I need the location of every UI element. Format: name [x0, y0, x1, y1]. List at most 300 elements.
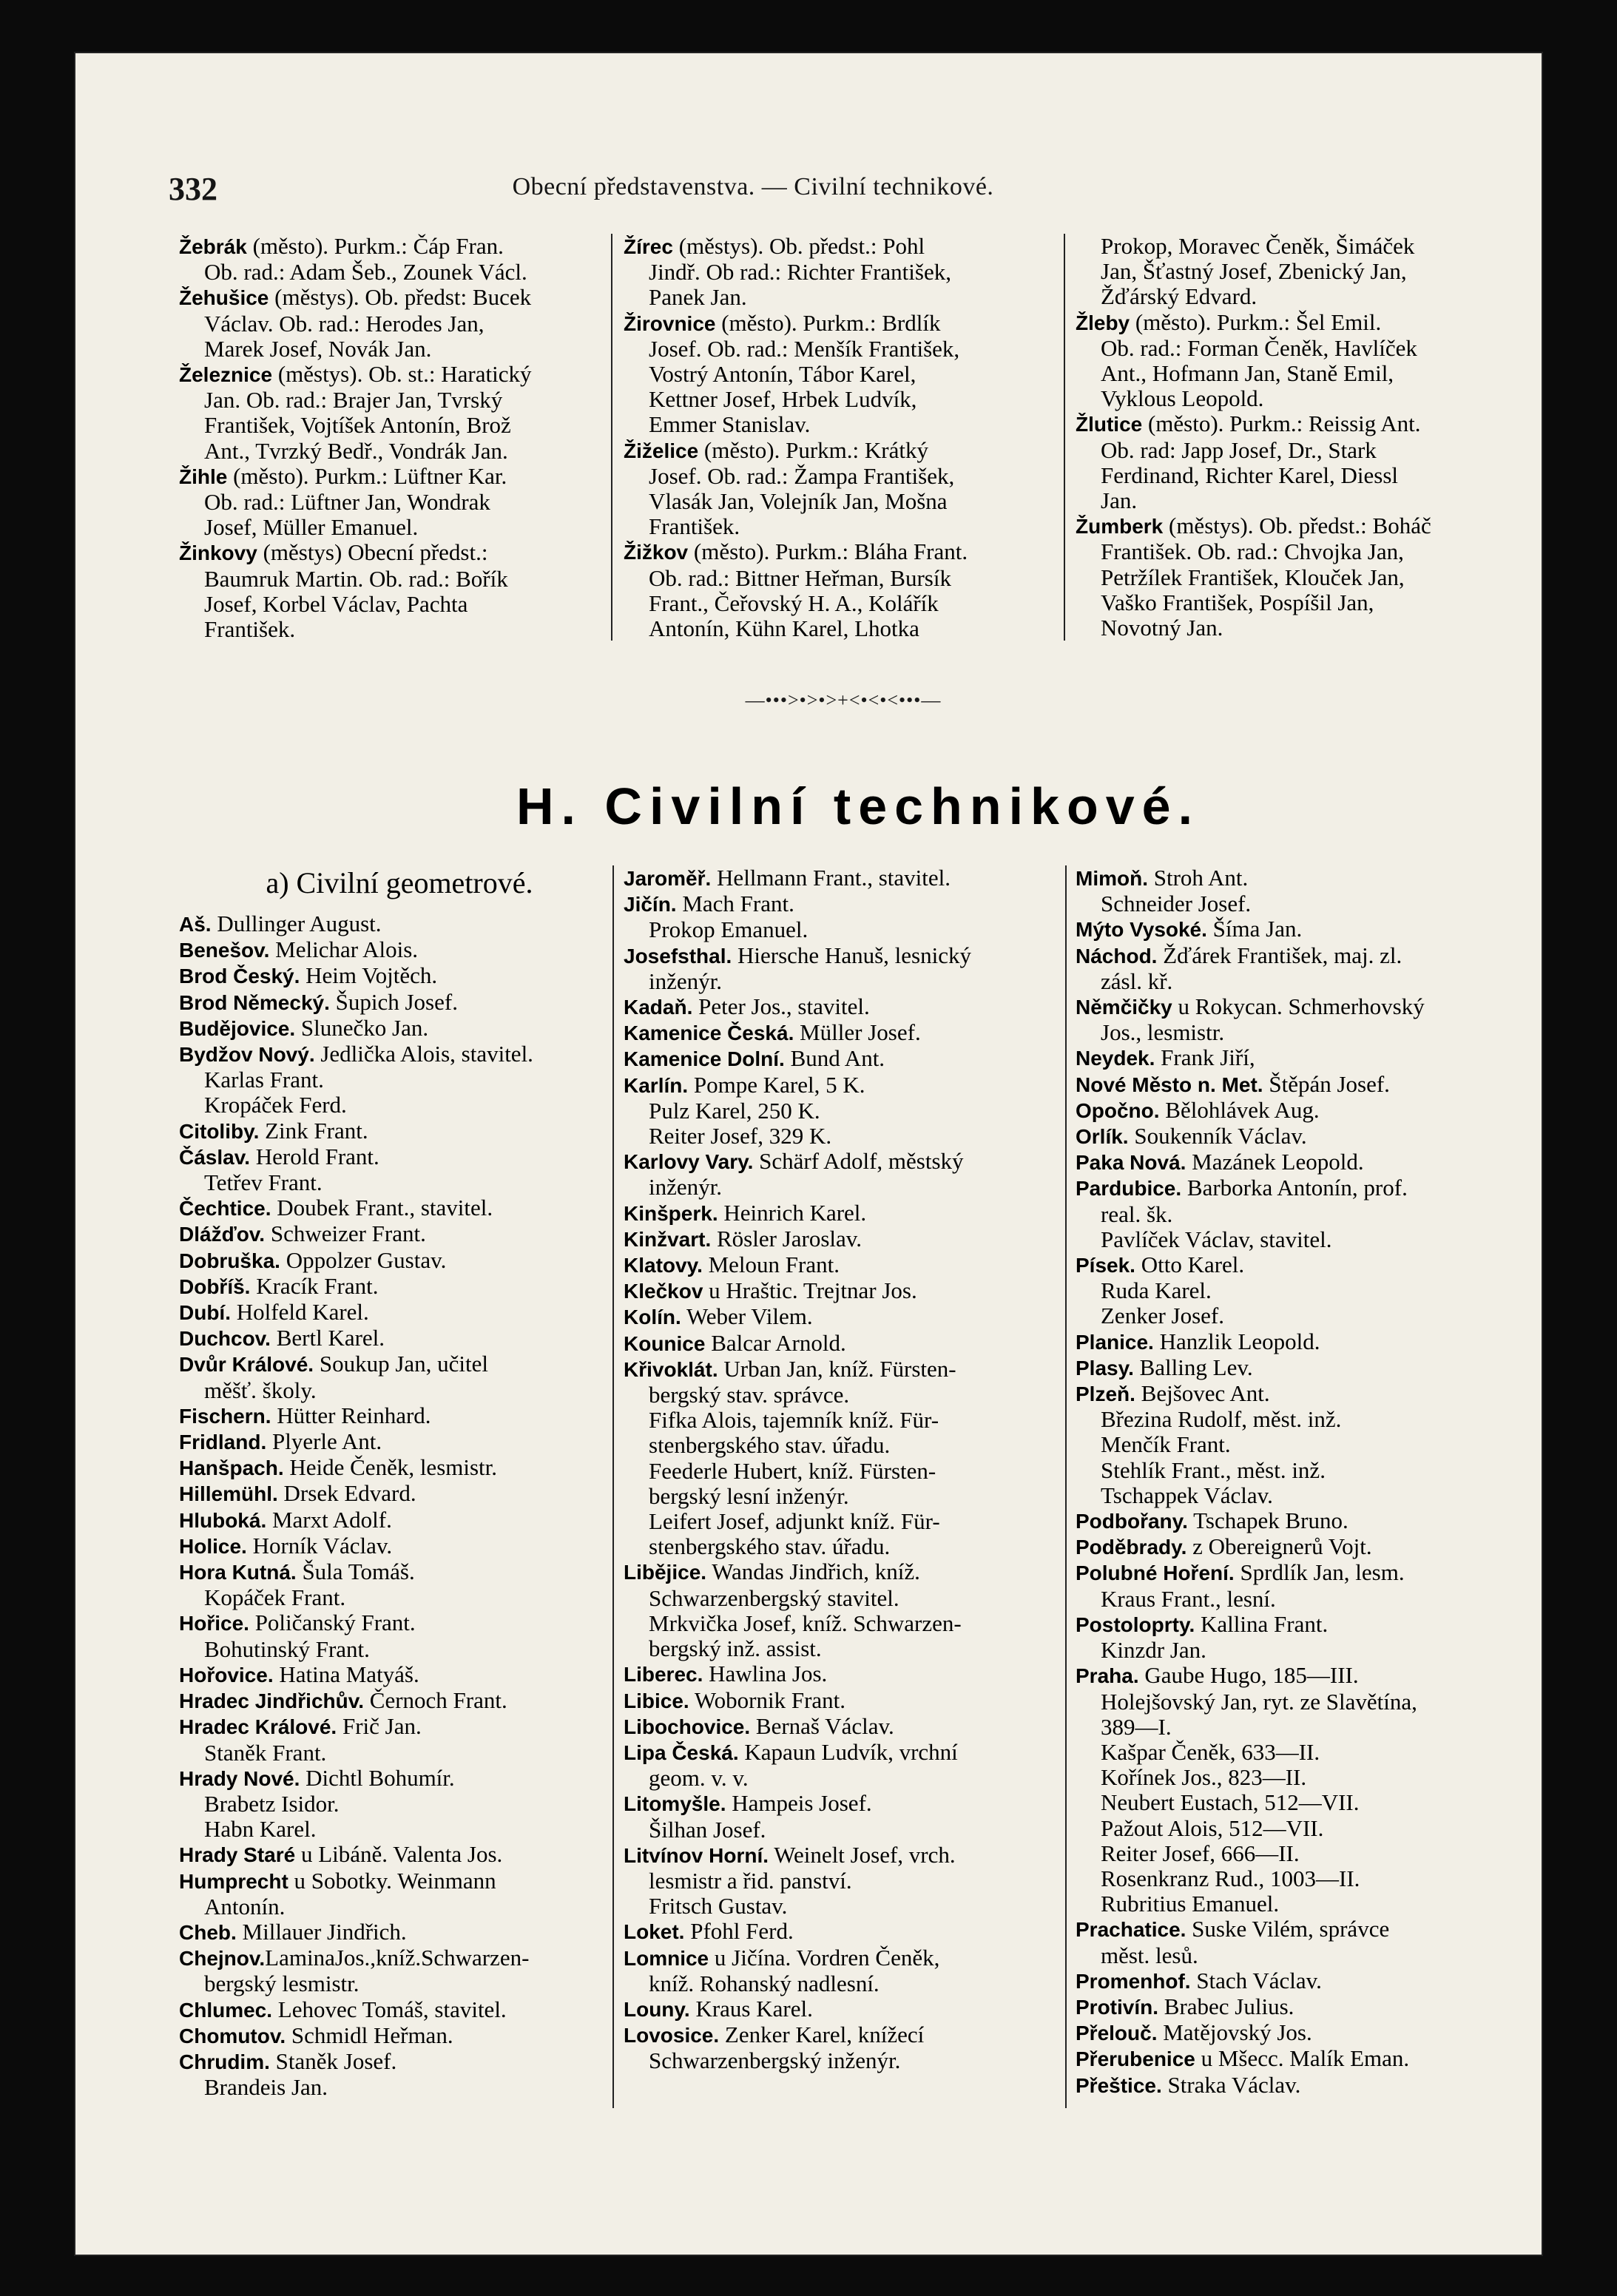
- place-name: Přelouč.: [1076, 2022, 1158, 2045]
- entry-text: Tschapek Bruno.: [1187, 1507, 1348, 1534]
- entry-continuation: real. šk.: [1101, 1201, 1173, 1227]
- entry-continuation: Jan.: [1101, 487, 1138, 514]
- directory-entry: [1076, 2046, 1505, 2072]
- directory-entry: [179, 990, 608, 1016]
- entry-continuation: měšť. školy.: [204, 1377, 317, 1403]
- entry-continuation: František, Vojtíšek Antonín, Brož: [204, 412, 511, 439]
- directory-entry: [1076, 1098, 1505, 1124]
- directory-entry: [179, 1997, 608, 2023]
- directory-entry: [624, 1843, 1060, 1868]
- directory-entry: [624, 1046, 1060, 1072]
- place-name: Karlín.: [624, 1073, 689, 1097]
- entry-continuation: Zenker Josef.: [1101, 1303, 1224, 1329]
- directory-entry: [1076, 1534, 1505, 1560]
- entry-text: (město). Purkm.: Lüftner Kar.: [227, 462, 507, 489]
- place-name: Křivoklát.: [624, 1357, 718, 1381]
- place-name: Neydek.: [1076, 1047, 1155, 1070]
- entry-continuation: Baumruk Martin. Ob. rad.: Bořík: [204, 565, 508, 592]
- entry-text: Štěpán Josef.: [1263, 1070, 1390, 1097]
- entry-text: Schmidl Heřman.: [286, 2022, 453, 2048]
- place-name: Dobříš.: [179, 1274, 251, 1298]
- place-name: Lipa Česká.: [624, 1740, 739, 1764]
- place-name: Čáslav.: [179, 1145, 250, 1169]
- entry-text: u Jičína. Vordren Čeněk,: [709, 1944, 940, 1971]
- entry-text: Schärf Adolf, městský: [753, 1148, 964, 1175]
- entry-continuation: Jindř. Ob rad.: Richter František,: [649, 259, 951, 286]
- place-name: Žinkovy: [179, 541, 257, 565]
- directory-entry: [1076, 1252, 1505, 1278]
- entry-text: Heim Vojtěch.: [300, 962, 438, 989]
- entry-continuation: Brandeis Jan.: [204, 2074, 328, 2101]
- directory-entry: [179, 234, 575, 260]
- directory-entry: [624, 1020, 1060, 1046]
- column-divider: [611, 234, 612, 641]
- entry-continuation: Ob. rad.: Forman Čeněk, Havlíček: [1101, 334, 1417, 361]
- place-name: Náchod.: [1076, 944, 1158, 968]
- directory-entry: [179, 464, 575, 490]
- directory-entry: [624, 234, 1056, 260]
- entry-continuation: Vostrý Antonín, Tábor Karel,: [649, 361, 916, 388]
- directory-entry: [624, 1357, 1060, 1382]
- place-name: Kolín.: [624, 1306, 681, 1329]
- entry-text: Hiersche Hanuš, lesnický: [732, 942, 971, 968]
- entry-continuation: Habn Karel.: [204, 1816, 317, 1843]
- entry-continuation: Mrkvička Josef, kníž. Schwarzen-: [649, 1610, 962, 1636]
- place-name: Fridland.: [179, 1431, 267, 1454]
- place-name: Jičín.: [624, 893, 677, 916]
- directory-entry: [179, 1144, 608, 1170]
- entry-continuation: Jos., lesmistr.: [1101, 1019, 1225, 1046]
- entry-text: Bund Ant.: [784, 1045, 885, 1072]
- entry-text: Dichtl Bohumír.: [300, 1764, 455, 1791]
- entry-continuation: Feederle Hubert, kníž. Fürsten-: [649, 1457, 936, 1484]
- place-name: Podbořany.: [1076, 1510, 1188, 1533]
- entry-continuation: Emmer Stanislav.: [649, 411, 811, 438]
- place-name: Chejnov.: [179, 1947, 266, 1971]
- entry-continuation: Kropáček Ferd.: [204, 1092, 347, 1118]
- page-header: [169, 170, 1552, 215]
- entry-text: (město). Purkm.: Brdlík: [715, 309, 941, 336]
- entry-text: Barborka Antonín, prof.: [1181, 1175, 1408, 1201]
- entry-text: Balcar Arnold.: [705, 1329, 846, 1356]
- entry-text: (městys). Ob. předst.: Boháč: [1163, 513, 1431, 539]
- entry-text: u Mšecc. Malík Eman.: [1195, 2045, 1410, 2072]
- place-name: Přerubenice: [1076, 2047, 1195, 2071]
- entry-continuation: Frant., Čeřovský H. A., Kolářík: [649, 590, 939, 616]
- entry-continuation: 389—I.: [1101, 1713, 1172, 1740]
- directory-entry: [624, 1073, 1060, 1098]
- place-name: Libochovice.: [624, 1715, 751, 1738]
- directory-entry: [179, 1507, 608, 1533]
- entry-continuation: Antonín.: [204, 1893, 286, 1919]
- directory-entry: [179, 285, 575, 311]
- directory-entry: [179, 937, 608, 963]
- place-name: Klečkov: [624, 1280, 703, 1303]
- entry-text: Millauer Jindřich.: [236, 1918, 407, 1945]
- place-name: Bydžov Nový.: [179, 1043, 315, 1067]
- entry-continuation: Václav. Ob. rad.: Herodes Jan,: [204, 310, 485, 337]
- directory-entry: [624, 1919, 1060, 1945]
- entry-text: Mach Frant.: [676, 891, 794, 917]
- entry-continuation: zásl. kř.: [1101, 968, 1173, 994]
- top-column-1: [179, 234, 575, 642]
- directory-entry: [624, 1201, 1060, 1226]
- entry-continuation: geom. v. v.: [649, 1765, 749, 1792]
- directory-entry: [624, 1661, 1060, 1687]
- place-name: Litvínov Horní.: [624, 1843, 769, 1867]
- entry-text: Suske Vilém, správce: [1186, 1916, 1390, 1942]
- directory-entry: [624, 943, 1060, 969]
- directory-entry: [624, 865, 1060, 891]
- bottom-column-1: [179, 911, 608, 2100]
- directory-entry: [624, 1791, 1060, 1817]
- entry-continuation: Josef. Ob. rad.: Žampa František,: [649, 462, 955, 489]
- entry-text: Peter Jos., stavitel.: [692, 993, 870, 1020]
- entry-continuation: Holejšovský Jan, ryt. ze Slavětína,: [1101, 1688, 1417, 1715]
- entry-continuation: stenbergského stav. úřadu.: [649, 1432, 891, 1459]
- entry-continuation: Vyklous Leopold.: [1101, 385, 1264, 412]
- top-column-2: [624, 234, 1056, 641]
- place-name: Hradec Králové.: [179, 1715, 337, 1739]
- entry-text: (městys). Ob. předst.: Pohl: [672, 233, 925, 259]
- entry-text: Wandas Jindřich, kníž.: [706, 1559, 920, 1585]
- directory-entry: [624, 1559, 1060, 1585]
- entry-text: Jedlička Alois, stavitel.: [314, 1041, 533, 1067]
- entry-text: Bertl Karel.: [270, 1325, 385, 1351]
- entry-text: (městys) Obecní předst.:: [257, 539, 488, 566]
- place-name: Cheb.: [179, 1920, 237, 1944]
- directory-entry: [1076, 943, 1505, 969]
- entry-continuation: František.: [204, 616, 296, 643]
- entry-text: z Obereignerů Vojt.: [1186, 1533, 1372, 1560]
- entry-text: Bernaš Václav.: [750, 1712, 894, 1739]
- directory-entry: [624, 1252, 1060, 1278]
- place-name: Brod Německý.: [179, 990, 330, 1014]
- entry-continuation: inženýr.: [649, 968, 722, 994]
- entry-continuation: Ob. rad.: Bittner Heřman, Bursík: [649, 564, 951, 591]
- place-name: Lovosice.: [624, 2024, 720, 2047]
- place-name: Humprecht: [179, 1869, 288, 1893]
- entry-continuation: Reiter Josef, 329 K.: [649, 1123, 832, 1149]
- place-name: Dvůr Králové.: [179, 1353, 314, 1377]
- directory-entry: [624, 311, 1056, 337]
- directory-entry: [179, 1919, 608, 1945]
- directory-entry: [1076, 2020, 1505, 2046]
- entry-text: Meloun Frant.: [702, 1252, 840, 1278]
- entry-text: Marxt Adolf.: [266, 1506, 392, 1533]
- entry-continuation: bergský lesmistr.: [204, 1971, 359, 1997]
- entry-text: Zink Frant.: [259, 1117, 368, 1144]
- entry-continuation: Rosenkranz Rud., 1003—II.: [1101, 1865, 1360, 1891]
- entry-continuation: Pulz Karel, 250 K.: [649, 1097, 820, 1124]
- place-name: Duchcov.: [179, 1327, 271, 1351]
- entry-text: Sprdlík Jan, lesm.: [1234, 1559, 1405, 1586]
- column-divider: [1064, 234, 1065, 641]
- place-name: Kamenice Dolní.: [624, 1047, 785, 1071]
- entry-continuation: Jan. Ob. rad.: Brajer Jan, Tvrský: [204, 387, 503, 413]
- place-name: Dlážďov.: [179, 1223, 266, 1246]
- entry-continuation: Staněk Frant.: [204, 1739, 327, 1766]
- entry-text: Mazánek Leopold.: [1186, 1149, 1364, 1175]
- place-name: Dubí.: [179, 1301, 231, 1325]
- entry-continuation: Josef, Korbel Václav, Pachta: [204, 590, 468, 617]
- subsection-title: a) Civilní geometrové.: [266, 866, 533, 899]
- place-name: Žiželice: [624, 439, 699, 462]
- entry-continuation: měst. lesů.: [1101, 1942, 1198, 1968]
- directory-entry: [1076, 1175, 1505, 1201]
- directory-entry: [179, 1300, 608, 1326]
- entry-text: Šupich Josef.: [329, 988, 458, 1015]
- entry-continuation: bergský inž. assist.: [649, 1635, 822, 1662]
- place-name: Hrady Nové.: [179, 1766, 300, 1790]
- place-name: Planice.: [1076, 1330, 1154, 1354]
- entry-continuation: Brabetz Isidor.: [204, 1790, 340, 1817]
- entry-continuation: Jan, Šťastný Josef, Zbenický Jan,: [1101, 258, 1407, 285]
- directory-entry: [624, 994, 1060, 1020]
- directory-entry: [1076, 2073, 1505, 2099]
- directory-entry: [179, 1118, 608, 1144]
- entry-continuation: bergský stav. správce.: [649, 1382, 850, 1408]
- directory-entry: [1076, 1124, 1505, 1149]
- place-name: Louny.: [624, 1997, 690, 2021]
- entry-text: (město). Purkm.: Šel Emil.: [1130, 308, 1382, 335]
- entry-continuation: kníž. Rohanský nadlesní.: [649, 1970, 880, 1996]
- entry-continuation: Ob. rad: Japp Josef, Dr., Stark: [1101, 436, 1377, 463]
- entry-continuation: Marek Josef, Novák Jan.: [204, 335, 432, 362]
- entry-continuation: Prokop Emanuel.: [649, 916, 808, 943]
- directory-entry: [179, 1041, 608, 1067]
- directory-entry: [1076, 1560, 1505, 1586]
- bottom-column-2: [624, 865, 1060, 2074]
- entry-continuation: Ant., Hofmann Jan, Staně Emil,: [1101, 360, 1394, 387]
- entry-continuation: Tetřev Frant.: [204, 1169, 323, 1196]
- entry-continuation: Vaško František, Pospíšil Jan,: [1101, 589, 1374, 615]
- entry-text: Otto Karel.: [1135, 1252, 1245, 1278]
- entry-text: Doubek Frant., stavitel.: [271, 1195, 493, 1221]
- entry-text: Šíma Jan.: [1206, 916, 1303, 942]
- entry-continuation: Šilhan Josef.: [649, 1816, 766, 1843]
- directory-entry: [179, 911, 608, 937]
- entry-text: Hanzlik Leopold.: [1153, 1328, 1320, 1354]
- place-name: Hořovice.: [179, 1663, 274, 1686]
- directory-entry: [179, 1274, 608, 1300]
- place-name: Opočno.: [1076, 1098, 1160, 1122]
- place-name: Paka Nová.: [1076, 1151, 1186, 1175]
- directory-entry: [179, 1351, 608, 1377]
- place-name: Přeštice.: [1076, 2073, 1162, 2097]
- directory-entry: [179, 1326, 608, 1351]
- entry-text: Hatina Matyáš.: [273, 1661, 419, 1687]
- directory-entry: [624, 1688, 1060, 1714]
- entry-continuation: Ob. rad.: Adam Šeb., Zounek Václ.: [204, 259, 527, 286]
- entry-text: Plyerle Ant.: [266, 1428, 382, 1455]
- place-name: Písek.: [1076, 1254, 1135, 1277]
- directory-entry: [179, 1429, 608, 1455]
- place-name: Brod Český.: [179, 965, 300, 988]
- directory-entry: [624, 1996, 1060, 2022]
- entry-continuation: Bohutinský Frant.: [204, 1635, 370, 1662]
- directory-entry: [1076, 1508, 1505, 1534]
- entry-text: Hampeis Josef.: [726, 1790, 872, 1817]
- place-name: Plzeň.: [1076, 1382, 1135, 1406]
- entry-text: Dullinger August.: [211, 911, 382, 936]
- column-divider: [612, 865, 614, 2108]
- directory-entry: [179, 1842, 608, 1868]
- entry-continuation: Fifka Alois, tajemník kníž. Für-: [649, 1407, 939, 1434]
- place-name: Postoloprty.: [1076, 1613, 1195, 1636]
- entry-continuation: Leifert Josef, adjunkt kníž. Für-: [649, 1508, 940, 1535]
- place-name: Kinžvart.: [624, 1227, 712, 1251]
- directory-entry: [624, 1304, 1060, 1330]
- entry-text: Stach Václav.: [1190, 1967, 1322, 1993]
- entry-text: u Hraštic. Trejtnar Jos.: [703, 1277, 917, 1304]
- entry-text: Drsek Edvard.: [277, 1480, 416, 1507]
- entry-continuation: Pavlíček Václav, stavitel.: [1101, 1226, 1332, 1252]
- directory-entry: [1076, 1612, 1505, 1638]
- directory-entry: [1076, 1663, 1505, 1689]
- entry-text: Weinelt Josef, vrch.: [769, 1841, 956, 1868]
- entry-text: Balling Lev.: [1133, 1354, 1253, 1380]
- place-name: Hluboká.: [179, 1508, 267, 1532]
- place-name: Orlík.: [1076, 1125, 1129, 1149]
- directory-entry: [1076, 1072, 1505, 1098]
- place-name: Žirovnice: [624, 311, 716, 335]
- place-name: Žumberk: [1076, 515, 1164, 538]
- entry-text: Urban Jan, kníž. Fürsten-: [718, 1355, 956, 1382]
- place-name: Kadaň.: [624, 996, 693, 1019]
- directory-entry: [179, 1195, 608, 1221]
- directory-entry: [1076, 513, 1505, 539]
- entry-continuation: Ant., Tvrzký Bedř., Vondrák Jan.: [204, 437, 508, 464]
- place-name: Litomyšle.: [624, 1792, 726, 1816]
- place-name: Loket.: [624, 1920, 685, 1944]
- entry-continuation: Novotný Jan.: [1101, 615, 1223, 641]
- place-name: Poděbrady.: [1076, 1536, 1187, 1559]
- place-name: Chrudim.: [179, 2050, 270, 2073]
- place-name: Karlovy Vary.: [624, 1150, 754, 1174]
- entry-text: Lehovec Tomáš, stavitel.: [272, 1996, 507, 2022]
- entry-text: Heinrich Karel.: [718, 1199, 867, 1226]
- directory-entry: [1076, 994, 1505, 1020]
- entry-text: Schweizer Frant.: [265, 1220, 426, 1247]
- place-name: Prachatice.: [1076, 1918, 1186, 1942]
- entry-text: Kracík Frant.: [250, 1272, 379, 1299]
- entry-text: Brabec Julius.: [1158, 1993, 1294, 2019]
- directory-entry: [1076, 1994, 1505, 2020]
- directory-entry: [179, 1533, 608, 1559]
- directory-entry: [624, 2022, 1060, 2048]
- entry-continuation: Neubert Eustach, 512—VII.: [1101, 1789, 1360, 1816]
- entry-text: (město). Purkm.: Krátký: [698, 436, 928, 463]
- place-name: Chlumec.: [179, 1998, 273, 2022]
- directory-entry: [179, 1248, 608, 1274]
- entry-continuation: Karlas Frant.: [204, 1067, 324, 1093]
- entry-text: (městys). Ob. předst: Bucek: [269, 284, 532, 311]
- directory-entry: [179, 1403, 608, 1429]
- place-name: Žlutice: [1076, 413, 1143, 436]
- directory-entry: [179, 540, 575, 566]
- directory-entry: [624, 539, 1056, 565]
- entry-continuation: Ferdinand, Richter Karel, Diessl: [1101, 462, 1399, 488]
- place-name: Promenhof.: [1076, 1969, 1191, 1993]
- directory-entry: [179, 1662, 608, 1688]
- entry-text: Frank Jiří,: [1155, 1044, 1255, 1071]
- entry-text: Soukup Jan, učitel: [314, 1351, 488, 1377]
- entry-text: Šula Tomáš.: [296, 1559, 415, 1585]
- place-name: Žleby: [1076, 311, 1130, 334]
- entry-continuation: Antonín, Kühn Karel, Lhotka: [649, 615, 919, 642]
- entry-continuation: Kopáček Frant.: [204, 1584, 346, 1611]
- directory-entry: [1076, 865, 1505, 891]
- entry-text: (město). Purkm.: Reissig Ant.: [1142, 411, 1421, 437]
- entry-text: Heide Čeněk, lesmistr.: [283, 1454, 498, 1481]
- directory-entry: [1076, 411, 1505, 437]
- running-title: Obecní představenstva. — Civilní technikové.: [512, 173, 994, 200]
- place-name: Josefsthal.: [624, 944, 732, 968]
- entry-text: Straka Václav.: [1161, 2071, 1301, 2098]
- entry-continuation: Panek Jan.: [649, 284, 747, 311]
- entry-text: u Rokycan. Schmerhovský: [1172, 993, 1425, 1020]
- place-name: Fischern.: [179, 1404, 271, 1428]
- directory-entry: [1076, 916, 1505, 942]
- entry-text: Kallina Frant.: [1195, 1610, 1329, 1637]
- directory-entry: [179, 1688, 608, 1714]
- entry-text: Bělohlávek Aug.: [1159, 1096, 1320, 1123]
- place-name: Protivín.: [1076, 1995, 1159, 2019]
- entry-continuation: inženýr.: [649, 1174, 722, 1201]
- entry-text: Staněk Josef.: [269, 2047, 397, 2074]
- directory-entry: [179, 1610, 608, 1636]
- place-name: Benešov.: [179, 939, 270, 962]
- place-name: Mimoň.: [1076, 867, 1148, 890]
- entry-text: LaminaJos.,kníž.Schwarzen-: [265, 1945, 530, 1971]
- entry-continuation: František.: [649, 513, 740, 540]
- directory-entry: [179, 1559, 608, 1585]
- entry-continuation: Kinzdr Jan.: [1101, 1637, 1206, 1664]
- entry-continuation: stenbergského stav. úřadu.: [649, 1533, 891, 1560]
- entry-text: Melichar Alois.: [269, 936, 419, 963]
- directory-entry: [1076, 1355, 1505, 1381]
- entry-continuation: Pažout Alois, 512—VII.: [1101, 1814, 1324, 1841]
- place-name: Kinšperk.: [624, 1201, 718, 1225]
- directory-entry: [624, 438, 1056, 464]
- entry-text: Hütter Reinhard.: [271, 1402, 431, 1428]
- directory-entry: [624, 891, 1060, 917]
- entry-continuation: Kettner Josef, Hrbek Ludvík,: [649, 386, 917, 413]
- directory-entry: [1076, 1968, 1505, 1994]
- entry-text: Kapaun Ludvík, vrchní: [738, 1738, 958, 1765]
- entry-text: Soukenník Václav.: [1128, 1123, 1307, 1149]
- entry-text: Bejšovec Ant.: [1135, 1380, 1270, 1407]
- directory-entry: [624, 1278, 1060, 1304]
- entry-continuation: František. Ob. rad.: Chvojka Jan,: [1101, 538, 1404, 565]
- place-name: Nové Město n. Met.: [1076, 1073, 1263, 1096]
- entry-continuation: Kraus Frant., lesní.: [1101, 1585, 1276, 1612]
- entry-text: Müller Josef.: [794, 1019, 921, 1046]
- place-name: Mýto Vysoké.: [1076, 918, 1207, 942]
- place-name: Jaroměř.: [624, 867, 712, 890]
- entry-text: Stroh Ant.: [1148, 865, 1249, 891]
- entry-text: Poličanský Frant.: [249, 1610, 416, 1636]
- entry-text: Černoch Frant.: [364, 1687, 507, 1714]
- section-ornament: —•••>•>•>+<•<•<•••—: [745, 689, 942, 711]
- entry-text: Holfeld Karel.: [231, 1299, 369, 1326]
- directory-entry: [179, 2049, 608, 2075]
- place-name: Žehušice: [179, 286, 269, 310]
- place-name: Kounice: [624, 1331, 706, 1355]
- place-name: Chomutov.: [179, 2024, 286, 2047]
- directory-entry: [1076, 310, 1505, 336]
